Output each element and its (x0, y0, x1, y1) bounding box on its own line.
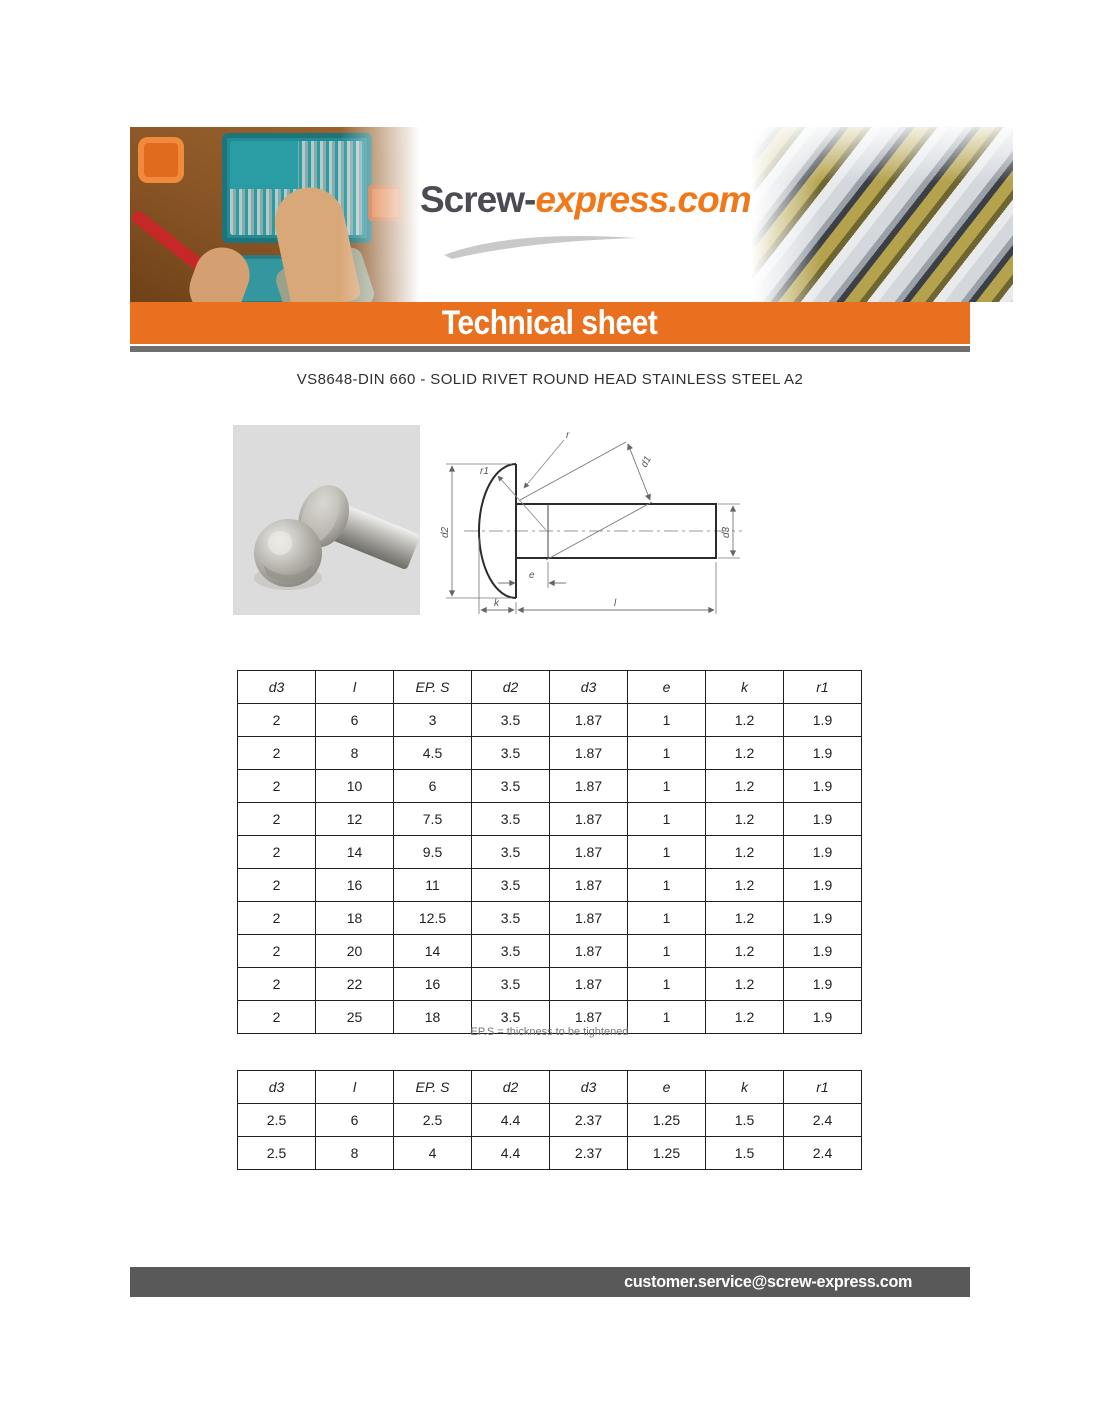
table-cell: 1.5 (706, 1104, 784, 1137)
table-cell: 6 (316, 704, 394, 737)
drawing-label-d3: d3 (721, 526, 732, 538)
table-cell: 1.2 (706, 836, 784, 869)
table-cell: 1.87 (550, 968, 628, 1001)
rivet-photo-graphic (233, 425, 420, 615)
table-cell: 1.9 (784, 737, 862, 770)
table-cell: 3.5 (472, 803, 550, 836)
table-cell: 3.5 (472, 869, 550, 902)
table-cell: 1.9 (784, 836, 862, 869)
table-cell: 1 (628, 869, 706, 902)
table-cell: 1 (628, 935, 706, 968)
table-cell: 2 (238, 869, 316, 902)
dimensions-table-1 (237, 670, 862, 1034)
drawing-label-d1: d1 (638, 454, 654, 470)
logo-text-screw: Screw- (420, 178, 536, 220)
table-cell: 20 (316, 935, 394, 968)
table-cell: 3.5 (472, 968, 550, 1001)
table-cell: 1 (628, 1001, 706, 1034)
column-header: d3 (238, 671, 316, 704)
column-header: d3 (550, 1071, 628, 1104)
table-cell: 2 (238, 803, 316, 836)
table-cell: 1.87 (550, 770, 628, 803)
table-row (238, 869, 862, 902)
technical-sheet-banner (130, 302, 970, 344)
table-cell: 1.2 (706, 770, 784, 803)
drawing-label-r: r (566, 430, 570, 441)
table-cell: 8 (316, 1137, 394, 1170)
column-header: d2 (472, 671, 550, 704)
column-header: d3 (238, 1071, 316, 1104)
column-header: l (316, 671, 394, 704)
rivet-technical-drawing (428, 426, 748, 624)
table-caption: EP.S = thickness to be tightened (470, 1026, 629, 1038)
table-cell: 1.9 (784, 902, 862, 935)
table-cell: 3.5 (472, 1001, 550, 1034)
table-cell: 1.2 (706, 737, 784, 770)
table-cell: 14 (394, 935, 472, 968)
table-cell: 22 (316, 968, 394, 1001)
table-header-row (238, 1071, 862, 1104)
dimensions-table-2 (237, 1070, 862, 1170)
table-cell: 1.87 (550, 1001, 628, 1034)
table-cell: 3.5 (472, 737, 550, 770)
table-cell: 1 (628, 803, 706, 836)
header (130, 127, 970, 302)
table-cell: 2 (238, 836, 316, 869)
table-cell: 2.5 (238, 1137, 316, 1170)
table-cell: 2 (238, 737, 316, 770)
table-cell: 12 (316, 803, 394, 836)
table-cell: 1.87 (550, 803, 628, 836)
column-header: r1 (784, 1071, 862, 1104)
table-cell: 1.2 (706, 902, 784, 935)
table-cell: 1.87 (550, 869, 628, 902)
table-cell: 12.5 (394, 902, 472, 935)
banner-underline (130, 346, 970, 352)
table-row (238, 836, 862, 869)
table-cell: 4.4 (472, 1104, 550, 1137)
rivet-product-photo (233, 425, 420, 615)
table-cell: 7.5 (394, 803, 472, 836)
table-cell: 8 (316, 737, 394, 770)
table-row (238, 935, 862, 968)
table-cell: 4.4 (472, 1137, 550, 1170)
table-cell: 1.87 (550, 935, 628, 968)
drawing-label-l: l (614, 598, 617, 609)
table-cell: 1.9 (784, 935, 862, 968)
table-cell: 1.87 (550, 704, 628, 737)
table-cell: 16 (394, 968, 472, 1001)
table-row (238, 704, 862, 737)
table-cell: 14 (316, 836, 394, 869)
column-header: e (628, 671, 706, 704)
table-cell: 3 (394, 704, 472, 737)
column-header: r1 (784, 671, 862, 704)
table-cell: 1 (628, 836, 706, 869)
table-cell: 1.87 (550, 836, 628, 869)
table-row (238, 737, 862, 770)
table-header-row (238, 671, 862, 704)
table-cell: 18 (316, 902, 394, 935)
table-row (238, 770, 862, 803)
table-cell: 9.5 (394, 836, 472, 869)
table-cell: 6 (316, 1104, 394, 1137)
table-row (238, 1104, 862, 1137)
table-row (238, 803, 862, 836)
document-title: VS8648-DIN 660 - SOLID RIVET ROUND HEAD STAINLESS STEEL A2 (296, 371, 804, 388)
table-cell: 2.37 (550, 1104, 628, 1137)
table-cell: 1.2 (706, 935, 784, 968)
drawing-label-d2: d2 (440, 526, 451, 538)
table-cell: 1.87 (550, 737, 628, 770)
table-cell: 10 (316, 770, 394, 803)
table-cell: 1.9 (784, 869, 862, 902)
table-cell: 2.4 (784, 1104, 862, 1137)
table-cell: 1 (628, 737, 706, 770)
table-cell: 1.2 (706, 869, 784, 902)
table-cell: 2.4 (784, 1137, 862, 1170)
table-cell: 1.5 (706, 1137, 784, 1170)
table-cell: 1 (628, 968, 706, 1001)
table-cell: 2 (238, 704, 316, 737)
column-header: e (628, 1071, 706, 1104)
table-cell: 4 (394, 1137, 472, 1170)
table-row (238, 902, 862, 935)
column-header: d3 (550, 671, 628, 704)
logo-swoosh-icon (440, 227, 640, 259)
table-cell: 1.9 (784, 968, 862, 1001)
table-cell: 1.9 (784, 803, 862, 836)
drawing-label-e: e (529, 570, 535, 581)
table-cell: 2 (238, 902, 316, 935)
table-row (238, 1137, 862, 1170)
table-cell: 2.5 (238, 1104, 316, 1137)
table-cell: 1 (628, 704, 706, 737)
table-cell: 1.25 (628, 1137, 706, 1170)
table-cell: 4.5 (394, 737, 472, 770)
footer-bar (130, 1267, 970, 1297)
table-cell: 1.2 (706, 1001, 784, 1034)
table-cell: 2 (238, 770, 316, 803)
table-cell: 1.9 (784, 1001, 862, 1034)
logo-text-express: express.com (535, 178, 751, 220)
table-cell: 3.5 (472, 836, 550, 869)
column-header: EP. S (394, 671, 472, 704)
column-header: k (706, 671, 784, 704)
table-cell: 1.2 (706, 803, 784, 836)
table-cell: 18 (394, 1001, 472, 1034)
table-cell: 2 (238, 968, 316, 1001)
table-cell: 2.5 (394, 1104, 472, 1137)
table-cell: 2.37 (550, 1137, 628, 1170)
table-cell: 1.9 (784, 770, 862, 803)
column-header: k (706, 1071, 784, 1104)
table-cell: 3.5 (472, 770, 550, 803)
drawing-label-k: k (494, 598, 499, 609)
table-cell: 11 (394, 869, 472, 902)
banner-title: Technical sheet (442, 303, 658, 342)
table-cell: 1.9 (784, 704, 862, 737)
table-cell: 2 (238, 1001, 316, 1034)
customer-service-email: customer.service@screw-express.com (624, 1272, 912, 1291)
table-cell: 1.25 (628, 1104, 706, 1137)
column-header: d2 (472, 1071, 550, 1104)
screws-pile-photo (751, 127, 1013, 302)
table-cell: 3.5 (472, 704, 550, 737)
workbench-photo (130, 127, 420, 302)
logo-text (420, 179, 751, 221)
table-row (238, 968, 862, 1001)
table-cell: 1.2 (706, 704, 784, 737)
table-cell: 3.5 (472, 902, 550, 935)
table-cell: 1.87 (550, 902, 628, 935)
logo (420, 127, 751, 302)
table-cell: 1 (628, 902, 706, 935)
table-cell: 3.5 (472, 935, 550, 968)
table-cell: 1 (628, 770, 706, 803)
table-cell: 2 (238, 935, 316, 968)
column-header: l (316, 1071, 394, 1104)
drawing-label-r1: r1 (480, 466, 489, 477)
table-cell: 6 (394, 770, 472, 803)
table-cell: 25 (316, 1001, 394, 1034)
column-header: EP. S (394, 1071, 472, 1104)
table-cell: 16 (316, 869, 394, 902)
tape-measure (138, 137, 184, 183)
table-cell: 1.2 (706, 968, 784, 1001)
